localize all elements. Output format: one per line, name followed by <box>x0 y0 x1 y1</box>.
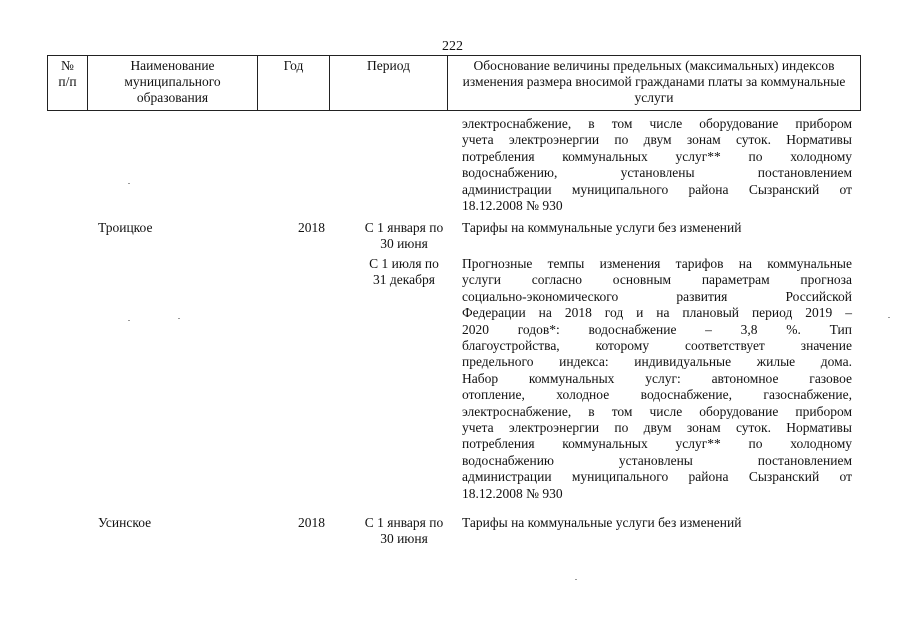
row-basis1-troitskoe: Тарифы на коммунальные услуги без изменений <box>462 220 742 235</box>
text-line: отопление, холодное водоснабжение, газоснабжение, <box>462 387 852 403</box>
row-basis1-usinskoe: Тарифы на коммунальные услуги без изменений <box>462 515 742 530</box>
text-line: услуги согласно основным параметрам прогноза <box>462 272 852 288</box>
scan-speck <box>178 318 180 319</box>
text-line: водоснабжению установлены постановлением <box>462 452 852 468</box>
scan-speck <box>575 579 577 580</box>
text-line: Федерации на 2018 год и на плановый период 2019 – <box>462 305 852 321</box>
text-line: 18.12.2008 № 930 <box>462 198 563 214</box>
table-header <box>47 55 861 111</box>
scan-speck <box>128 183 130 184</box>
text-line: потребления коммунальных услуг** по холодному <box>462 148 852 164</box>
header-name: Наименование муниципального образования <box>88 56 258 111</box>
text-line: администрации муниципального района Сызранский от <box>462 469 852 485</box>
text-line: водоснабжению, установлены постановлением <box>462 165 852 181</box>
header-period: Период <box>330 56 448 111</box>
text-line: электроснабжение, в том числе оборудование прибором <box>462 403 852 419</box>
row-name-usinskoe: Усинское <box>98 515 152 530</box>
header-basis: Обоснование величины предельных (максимальных) индексов изменения размера вносимой гражданами платы за коммунальные услуги <box>448 56 861 111</box>
row-year-troitskoe: 2018 <box>298 220 325 235</box>
row-name-troitskoe: Троицкое <box>98 220 153 235</box>
row-period2-troitskoe: С 1 июля по 31 декабря <box>369 256 439 288</box>
text-line: Набор коммунальных услуг: автономное газовое <box>462 370 852 386</box>
page-number: 222 <box>442 39 463 54</box>
header-number: № п/п <box>48 56 88 111</box>
text-line: 18.12.2008 № 930 <box>462 485 563 501</box>
text-line: администрации муниципального района Сызранский от <box>462 181 852 197</box>
scan-speck <box>128 320 130 321</box>
text-line: 2020 годов*: водоснабжение – 3,8 %. Тип <box>462 321 852 337</box>
text-line: благоустройства, которому соответствует значение <box>462 338 852 354</box>
row-basis2-troitskoe <box>462 256 852 502</box>
text-line: учета электроэнергии по двум зонам суток. Нормативы <box>462 132 852 148</box>
text-line: социально-экономического развития Российской <box>462 288 852 304</box>
text-line: учета электроэнергии по двум зонам суток. Нормативы <box>462 420 852 436</box>
text-line: Прогнозные темпы изменения тарифов на коммунальные <box>462 256 852 271</box>
row-period1-troitskoe: С 1 января по 30 июня <box>364 220 444 252</box>
row-year-usinskoe: 2018 <box>298 515 325 530</box>
text-line: электроснабжение, в том числе оборудование прибором <box>462 116 852 131</box>
row-period1-usinskoe: С 1 января по 30 июня <box>364 515 444 547</box>
header-year: Год <box>258 56 330 111</box>
scan-speck <box>888 317 890 318</box>
text-line: потребления коммунальных услуг** по холодному <box>462 436 852 452</box>
continuation-text <box>462 116 852 214</box>
text-line: предельного индекса: индивидуальные жилые дома. <box>462 354 852 370</box>
